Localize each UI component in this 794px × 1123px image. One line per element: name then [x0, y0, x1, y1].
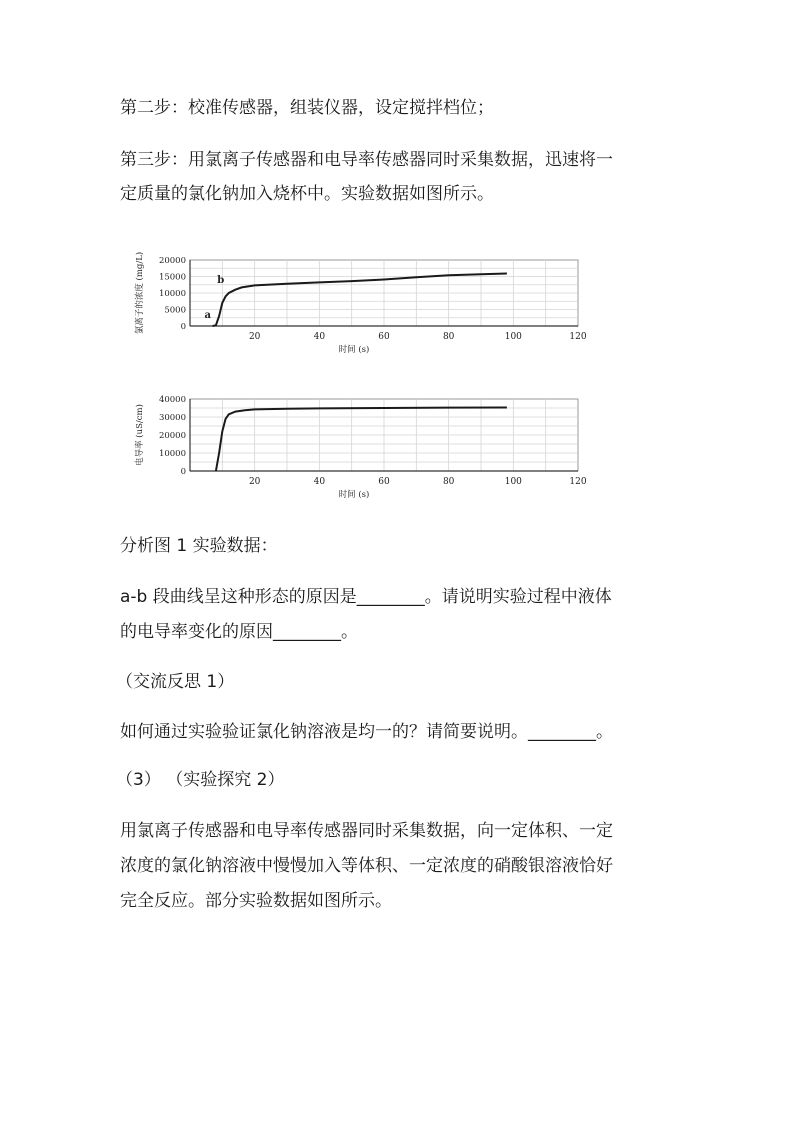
- x-tick-label: 20: [248, 332, 261, 342]
- x-tick-label: 60: [378, 332, 390, 342]
- y-tick-label: 0: [180, 322, 186, 332]
- question-ab-line1: a-b 段曲线呈这种形态的原因是________。请说明实验过程中液体: [120, 587, 612, 607]
- y-axis-label: 氯离子的浓度 (mg/L): [135, 251, 145, 335]
- x-tick-label: 80: [442, 332, 455, 342]
- conductivity-chart: [130, 385, 600, 505]
- x-tick-label: 40: [313, 332, 326, 342]
- x-axis-label: 时间 (s): [338, 345, 370, 355]
- y-tick-label: 0: [180, 467, 186, 477]
- step3-text-line2: 定质量的氯化钠加入烧杯中。实验数据如图所示。: [120, 184, 494, 204]
- annotation-label: a: [204, 309, 212, 321]
- question-ab-line2: 的电导率变化的原因________。: [120, 622, 358, 642]
- x-axis-label: 时间 (s): [338, 490, 370, 500]
- y-tick-label: 5000: [164, 305, 186, 316]
- part3-heading: （3） （实验探究 2）: [116, 770, 285, 790]
- experiment2-line3: 完全反应。部分实验数据如图所示。: [120, 891, 392, 911]
- analysis-title: 分析图 1 实验数据：: [120, 536, 278, 556]
- x-tick-label: 60: [378, 477, 390, 487]
- chloride-concentration-chart: [130, 238, 600, 370]
- y-tick-label: 30000: [158, 413, 186, 423]
- x-tick-label: 100: [504, 332, 522, 342]
- annotation-label: b: [217, 275, 225, 287]
- x-tick-label: 80: [442, 477, 455, 487]
- y-axis-label: 电导率 (uS/cm): [135, 404, 145, 466]
- x-tick-label: 100: [504, 477, 522, 487]
- experiment2-line1: 用氯离子传感器和电导率传感器同时采集数据，向一定体积、一定: [120, 821, 613, 841]
- x-tick-label: 120: [569, 332, 587, 342]
- question-uniformity: 如何通过实验验证氯化钠溶液是均一的？请简要说明。________。: [120, 722, 613, 742]
- x-tick-label: 120: [569, 477, 587, 487]
- step2-text: 第二步：校准传感器，组装仪器，设定搅拌档位；: [120, 98, 494, 118]
- y-tick-label: 20000: [158, 431, 186, 441]
- x-tick-label: 20: [248, 477, 261, 487]
- x-tick-label: 40: [313, 477, 326, 487]
- y-tick-label: 40000: [158, 395, 186, 405]
- y-tick-label: 20000: [158, 256, 186, 266]
- reflection-heading: （交流反思 1）: [116, 672, 235, 692]
- experiment2-line2: 浓度的氯化钠溶液中慢慢加入等体积、一定浓度的硝酸银溶液恰好: [120, 856, 613, 876]
- y-tick-label: 10000: [158, 289, 186, 299]
- y-tick-label: 15000: [158, 272, 186, 283]
- step3-text-line1: 第三步：用氯离子传感器和电导率传感器同时采集数据，迅速将一: [120, 150, 613, 170]
- y-tick-label: 10000: [158, 449, 186, 459]
